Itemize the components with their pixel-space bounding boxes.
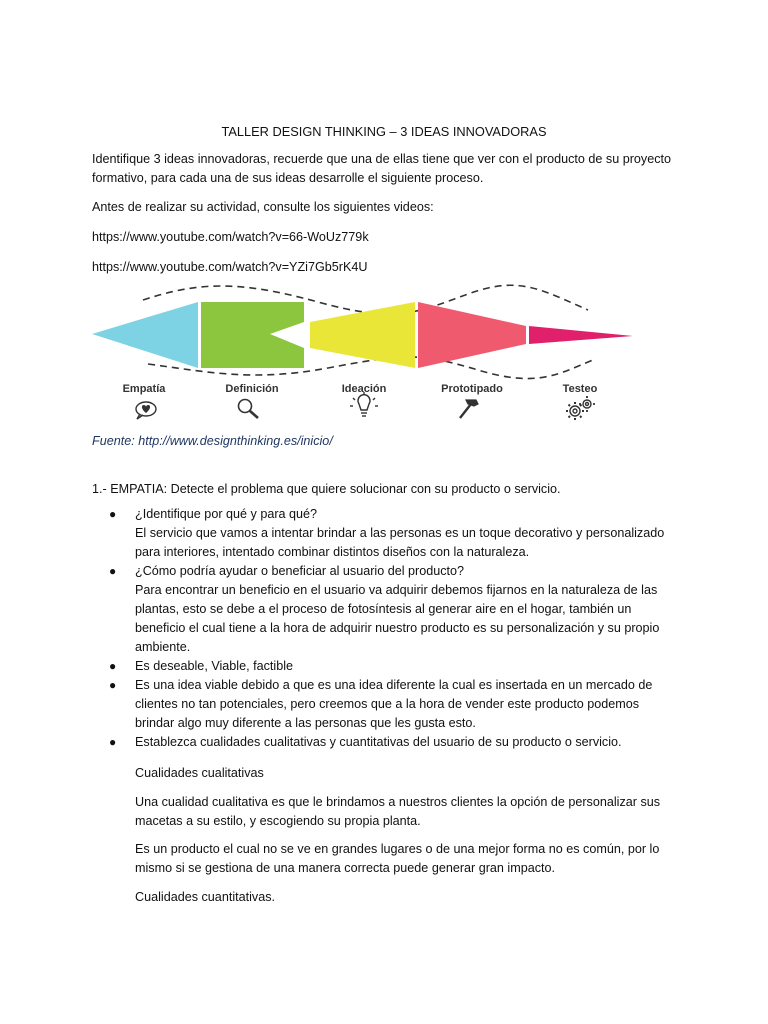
hammer-icon: [460, 400, 478, 418]
gears-icon: [566, 396, 595, 420]
bullet-line: ¿Identifique por qué y para qué?: [135, 507, 318, 521]
page-title: TALLER DESIGN THINKING – 3 IDEAS INNOVADORAS: [221, 124, 547, 139]
list-item: [92, 676, 672, 733]
bullet-line: Para encontrar un beneficio en el usuario va adquirir debemos fijarnos en la naturaleza de las: [135, 583, 658, 597]
qualitative-paragraph-1-line-2: macetas a su estilo, y escogiendo su propia planta.: [135, 814, 421, 828]
qualitative-paragraph-2-line-2: mismo si se gestiona de una manera correcta puede generar gran impacto.: [135, 861, 556, 875]
stage-shape-definicion: [201, 302, 304, 368]
list-item: [92, 505, 672, 562]
heart-chat-icon: [136, 402, 156, 419]
bullet-line: clientes no tan potenciales, pero creemos que a la hora de vender este producto podemos: [135, 697, 640, 711]
stage-label-definicion: Definición: [225, 383, 279, 395]
bullet-icon: ●: [109, 735, 117, 749]
bullet-line: Establezca cualidades cualitativas y cuantitativas del usuario de su producto o servicio.: [135, 735, 622, 749]
bullet-line: Es una idea viable debido a que es una idea diferente la cual es insertada en un mercado de: [135, 678, 653, 692]
design-thinking-diagram: [88, 282, 648, 422]
bullet-icon: ●: [109, 659, 117, 673]
stage-label-prototipado: Prototipado: [441, 383, 503, 395]
video-link-1[interactable]: https://www.youtube.com/watch?v=66-WoUz779k: [92, 230, 369, 244]
lightbulb-icon: [350, 392, 378, 416]
intro-line-2: formativo, para cada una de sus ideas desarrolle el siguiente proceso.: [92, 171, 484, 185]
bullet-line: brindar algo muy diferente a las personas que les gusta esto.: [135, 716, 476, 730]
stage-shape-empatia: [92, 302, 198, 368]
bullet-icon: ●: [109, 678, 117, 692]
list-item: [92, 733, 672, 752]
qualitative-paragraph-2-line-1: Es un producto el cual no se ve en grandes lugares o de una mejor forma no es común, por lo: [135, 842, 660, 856]
bullet-line: ¿Cómo podría ayudar o beneficiar al usuario del producto?: [135, 564, 465, 578]
bullet-icon: ●: [109, 507, 117, 521]
bullet-line: plantas, esto se debe a el proceso de fotosíntesis al generar aire en el hogar, también un: [135, 602, 632, 616]
section-heading-empatia: 1.- EMPATIA: Detecte el problema que quiere solucionar con su producto o servicio.: [92, 482, 561, 496]
bullet-line: beneficio el cual tiene a la hora de adquirir nuestro producto es su personalización y su propio: [135, 621, 660, 635]
qualitative-heading: Cualidades cualitativas: [135, 766, 264, 780]
qualitative-paragraph-1-line-1: Una cualidad cualitativa es que le brindamos a nuestros clientes la opción de personalizar sus: [135, 795, 661, 809]
bullet-line: Es deseable, Viable, factible: [135, 659, 293, 673]
quantitative-heading: Cualidades cuantitativas.: [135, 890, 276, 904]
stage-label-empatia: Empatía: [122, 383, 166, 395]
stage-shape-testeo: [529, 326, 633, 344]
bullet-line: El servicio que vamos a intentar brindar a las personas es un toque decorativo y personalizado: [135, 526, 665, 540]
list-item: [92, 657, 672, 676]
stage-label-testeo: Testeo: [562, 383, 598, 395]
bullet-line: para interiores, intentado combinar distintos diseños con la naturaleza.: [135, 545, 530, 559]
bullet-icon: ●: [109, 564, 117, 578]
list-item: [92, 562, 672, 657]
magnifier-icon: [239, 400, 259, 419]
bullet-line: ambiente.: [135, 640, 191, 654]
videos-intro: Antes de realizar su actividad, consulte los siguientes videos:: [92, 200, 434, 214]
stage-shape-ideacion: [310, 302, 415, 368]
stage-shape-prototipado: [418, 302, 526, 368]
figure-caption: Fuente: http://www.designthinking.es/inicio/: [92, 434, 333, 448]
video-link-2[interactable]: https://www.youtube.com/watch?v=YZi7Gb5rK4U: [92, 260, 368, 274]
question-list: [92, 505, 672, 752]
stage-label-ideacion: Ideación: [341, 383, 387, 395]
intro-line-1: Identifique 3 ideas innovadoras, recuerde que una de ellas tiene que ver con el producto de su proyecto: [92, 152, 672, 166]
